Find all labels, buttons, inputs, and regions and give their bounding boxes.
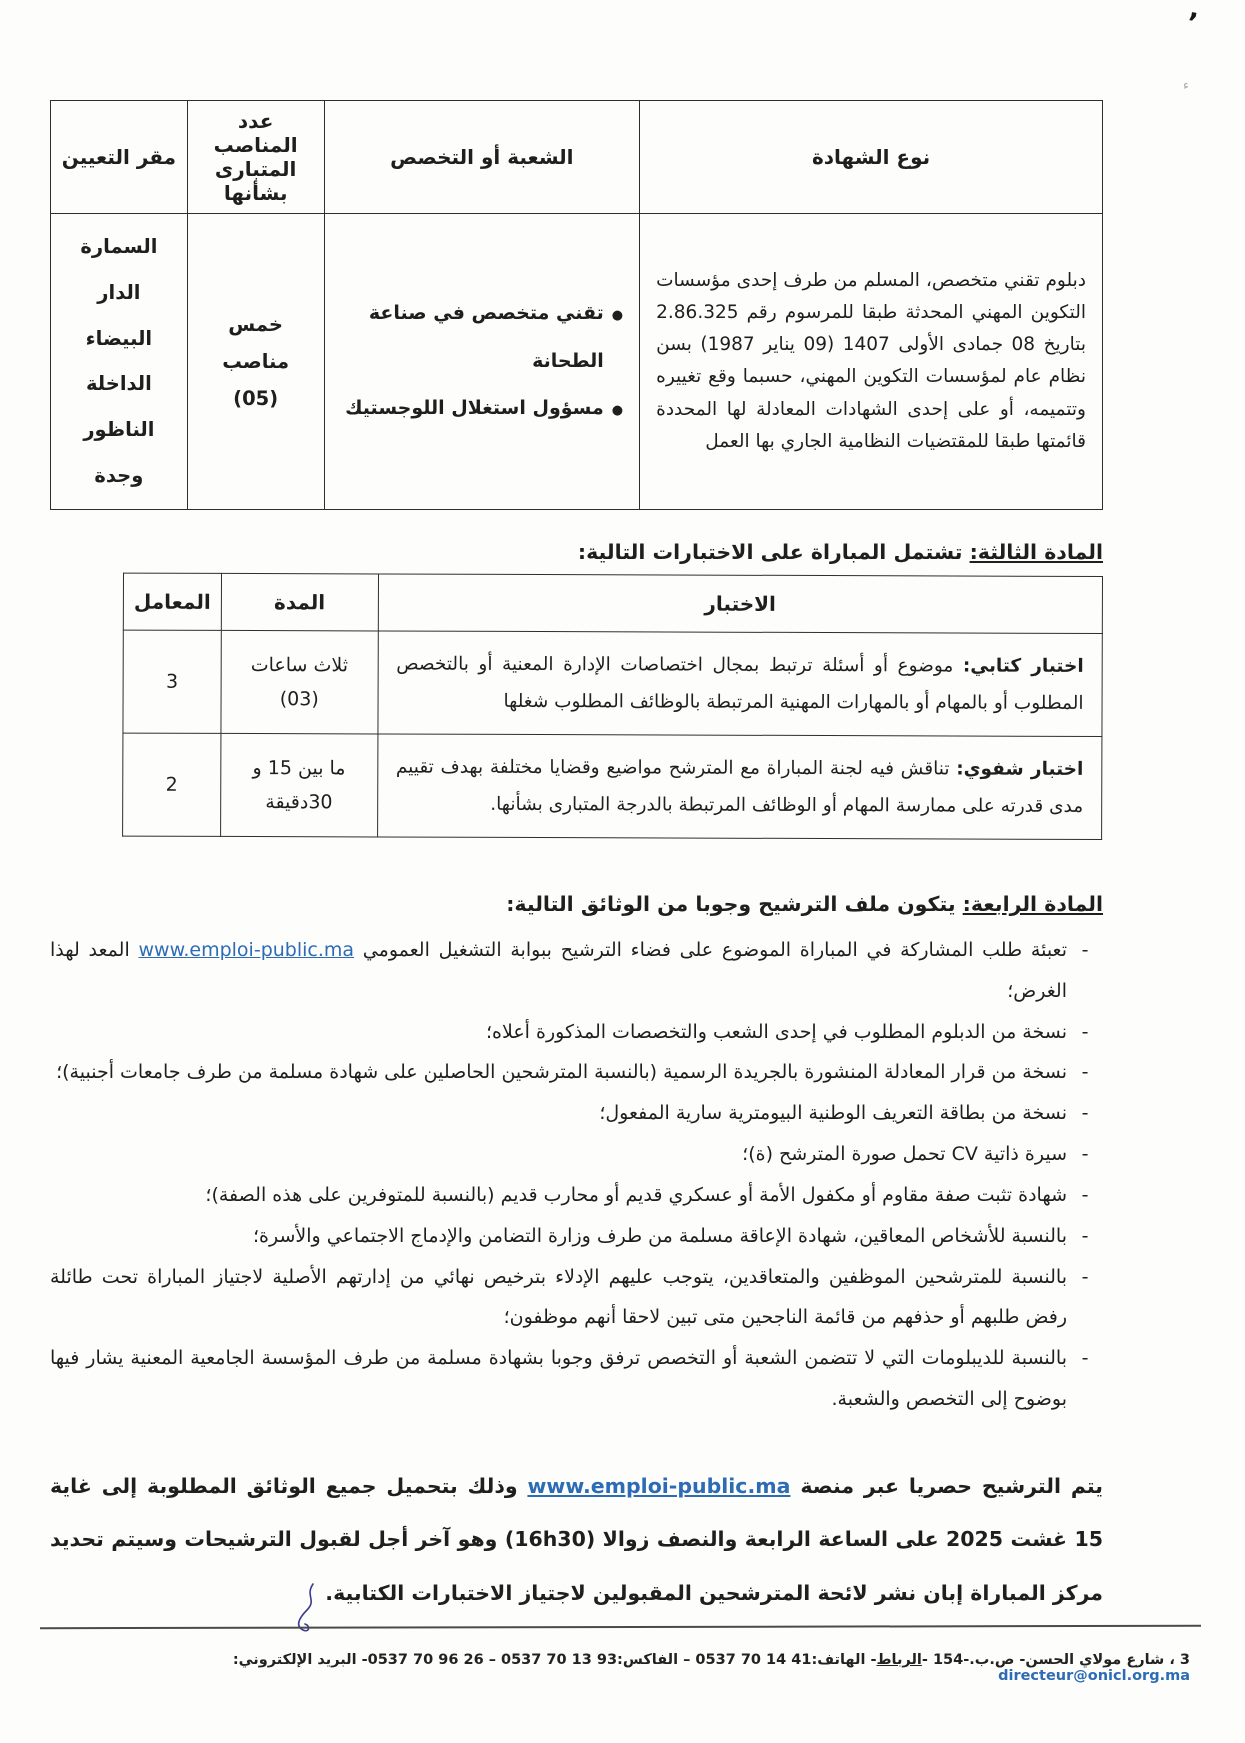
list-item (50, 1134, 1103, 1175)
exams-table-header-row (123, 573, 1102, 633)
emploi-public-link[interactable]: www.emploi-public.ma (138, 938, 355, 961)
positions-count-text: خمس مناصب (222, 312, 290, 373)
dash-marker-icon: - (1081, 1224, 1089, 1247)
location-item: وجدة (94, 464, 144, 488)
document-item-after-link: المعد لهذا الغرض؛ (50, 938, 1067, 1002)
dash-marker-icon: - (1081, 938, 1089, 961)
written-exam-coefficient-cell: 3 (123, 630, 221, 733)
document-item-text: شهادة تثبت صفة مقاوم أو مكفول الأمة أو عسكري قديم أو محارب قديم (بالنسبة للمتوفرين على هذه الصفة)؛ (205, 1183, 1067, 1206)
article-4-label: المادة الرابعة: (962, 891, 1103, 916)
article-3-heading (50, 540, 1103, 564)
list-item (50, 1012, 1103, 1053)
oral-exam-row (123, 733, 1102, 839)
document-item-text: بالنسبة للأشخاص المعاقين، شهادة الإعاقة مسلمة من طرف وزارة التضامن والإدماج الاجتماعي والأسرة؛ (252, 1224, 1067, 1247)
location-item: الناظور (83, 418, 155, 442)
document-item-text: نسخة من الدبلوم المطلوب في إحدى الشعب والتخصصات المذكورة أعلاه؛ (486, 1020, 1067, 1043)
specialty-item (341, 385, 624, 433)
footer-fax-numbers: 0537 70 96 26 – 0537 70 13 93 (367, 1652, 618, 1668)
assignment-locations-cell (51, 214, 188, 510)
written-exam-row (123, 630, 1102, 736)
footer-contact-line (45, 1652, 1190, 1684)
dash-marker-icon: - (1081, 1020, 1089, 1043)
document-item-text: نسخة من بطاقة التعريف الوطنية البيومترية سارية المفعول؛ (599, 1102, 1067, 1125)
required-documents-list (50, 930, 1103, 1420)
footer-phone-label: - الهاتف: (811, 1652, 877, 1668)
document-item-text (50, 930, 1067, 1012)
written-exam-label: اختبار كتابي: (962, 655, 1084, 677)
col-header-exam: الاختبار (378, 574, 1103, 634)
col-header-specialty: الشعبة أو التخصص (324, 101, 640, 214)
closing-after-link: وذلك بتحميل جميع الوثائق المطلوبة إلى غاية 15 غشت 2025 على الساعة الرابعة والنصف زوالا (16h30) وهو آخر أجل لقبول الترشيحات وسيتم تحديد مركز المباراة إبان نشر لائحة المترشحين المقبولين لاجتياز الاختبارات الكتابية. (50, 1474, 1103, 1605)
handwritten-pen-mark (291, 1582, 321, 1654)
certificate-type-cell: دبلوم تقني متخصص، المسلم من طرف إحدى مؤسسات التكوين المهني المحدثة طبقا للمرسوم رقم 2.86.325 بتاريخ 08 جمادى الأولى 1407 (09 يناير 1987) بسن نظام عام لمؤسسات التكوين المهني، حسبما وقع تغييره وتتميمه، أو على إحدى الشهادات المعادلة لها المحددة قائمتها طبقا للمقتضيات النظامية الجاري بها العمل (640, 214, 1103, 510)
list-item (50, 1216, 1103, 1257)
col-header-certificate-type: نوع الشهادة (640, 101, 1103, 214)
dash-marker-icon: - (1081, 1265, 1089, 1288)
oral-exam-text: تناقش فيه لجنة المباراة مع المترشح مواضيع وقضايا مختلفة بهدف تقييم مدى قدرته على ممارسة المهام أو الوظائف المرتبطة بالدرجة المتبارى بشأنها. (395, 756, 1084, 817)
col-header-assignment-location: مقر التعيين (51, 101, 188, 214)
document-item-before-link: تعبئة طلب المشاركة في المباراة الموضوع على فضاء الترشيح ببوابة التشغيل العمومي (354, 938, 1068, 961)
location-item: الداخلة (85, 372, 152, 396)
article-4-text: يتكون ملف الترشيح وجوبا من الوثائق التالية: (506, 891, 956, 916)
dash-marker-icon: - (1081, 1183, 1089, 1206)
location-item: الدار البيضاء (85, 280, 153, 350)
positions-count-cell (187, 214, 324, 510)
specialty-item (341, 290, 624, 385)
footer-address: 3 ، شارع مولاي الحسن- ص.ب.-154 - (921, 1652, 1190, 1668)
written-exam-description-cell (377, 631, 1102, 737)
list-item (50, 1052, 1103, 1093)
dash-marker-icon: - (1081, 1143, 1089, 1166)
oral-exam-description-cell (377, 734, 1102, 840)
written-exam-text: موضوع أو أسئلة ترتبط بمجال اختصاصات الإدارة المعنية أو بالتخصص المطلوب أو بالمهام أو بالمهارات المهنية المرتبطة بالوظائف المطلوب شغلها (396, 653, 1084, 714)
positions-table-data-row (51, 214, 1103, 510)
document-item-text: بالنسبة للمترشحين الموظفين والمتعاقدين، يتوجب عليهم الإدلاء بترخيص نهائي من إدارتهم الأصلية لاجتياز المباراة تحت طائلة رفض طلبهم أو حذفهم من قائمة الناجحين متى تبين لاحقا أنهم موظفون؛ (50, 1265, 1067, 1329)
positions-count-number: (05) (233, 386, 279, 410)
positions-table (50, 100, 1103, 510)
footer-email-label: - البريد الإلكتروني: (232, 1652, 368, 1668)
list-item (50, 930, 1103, 1012)
dash-marker-icon: - (1081, 1347, 1089, 1370)
col-header-duration: المدة (221, 573, 378, 631)
written-exam-duration-cell: ثلاث ساعات (03) (221, 630, 378, 734)
closing-before-link: يتم الترشيح حصريا عبر منصة (790, 1474, 1103, 1498)
emploi-public-link[interactable]: www.emploi-public.ma (527, 1474, 791, 1498)
location-item: السمارة (80, 235, 158, 258)
document-item-text: نسخة من قرار المعادلة المنشورة بالجريدة الرسمية (بالنسبة المترشحين الحاصلين على شهادة مسلمة من طرف جامعات أجنبية)؛ (56, 1061, 1067, 1084)
list-item (50, 1093, 1103, 1134)
article-3-text: تشتمل المباراة على الاختبارات التالية: (577, 539, 963, 564)
footer-fax-label: – الفاكس: (617, 1652, 696, 1668)
oral-exam-coefficient-cell: 2 (123, 733, 221, 836)
list-item (50, 1175, 1103, 1216)
document-item-text: سيرة ذاتية CV تحمل صورة المترشح (ة)؛ (742, 1143, 1067, 1166)
col-header-positions-count: عدد المناصب المتبارى بشأنها (187, 101, 324, 214)
scan-faint-artifact: ء (1182, 78, 1189, 93)
scan-ink-artifact: ’ (1184, 7, 1200, 40)
article-4-heading (50, 892, 1103, 916)
exams-table (122, 572, 1103, 839)
specialty-item-label: تقني متخصص في صناعة الطحانة (368, 302, 604, 372)
article-3-label: المادة الثالثة: (969, 539, 1103, 564)
list-item (50, 1257, 1103, 1339)
document-item-text: بالنسبة للديبلومات التي لا تتضمن الشعبة أو التخصص ترفق وجوبا بشهادة مسلمة من طرف المؤسسة الجامعية المعنية يشار فيها بوضوح إلى التخصص والشعبة. (50, 1347, 1067, 1411)
positions-table-header-row (51, 101, 1103, 214)
bullet-icon: ● (611, 403, 624, 419)
list-item (50, 1338, 1103, 1420)
oral-exam-label: اختبار شفوي: (956, 758, 1084, 780)
specialty-cell (324, 214, 640, 510)
footer-email-link[interactable]: directeur@onicl.org.ma (998, 1668, 1190, 1684)
bullet-icon: ● (611, 308, 624, 324)
footer-phone-number: 0537 70 14 41 (695, 1652, 812, 1668)
oral-exam-duration-line1: ما بين 15 و (252, 756, 346, 780)
dash-marker-icon: - (1081, 1061, 1089, 1084)
col-header-coefficient: المعامل (123, 573, 221, 630)
oral-exam-duration-cell (220, 733, 377, 837)
footer-city: الرباط (876, 1652, 922, 1668)
dash-marker-icon: - (1081, 1102, 1089, 1125)
specialty-item-label: مسؤول استغلال اللوجستيك (345, 397, 604, 420)
oral-exam-duration-line2: 30دقيقة (265, 790, 333, 814)
